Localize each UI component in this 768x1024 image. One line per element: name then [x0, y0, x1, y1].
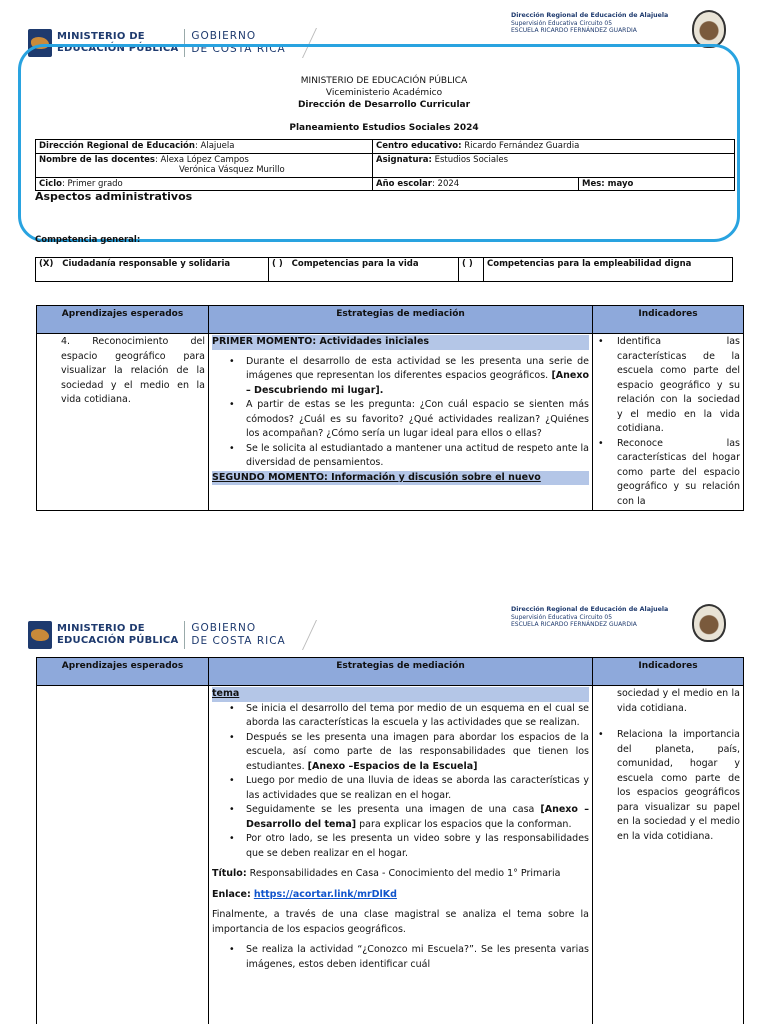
col-indicadores-header: Indicadores [593, 306, 744, 334]
competencia-2 [269, 258, 459, 282]
anexo-ref: [Anexo – Descubriendo mi lugar]. [246, 370, 589, 396]
school-header [511, 12, 668, 35]
video-link: Enlace: https://acortar.link/mrDlKd [212, 888, 397, 900]
planning-table-p2 [36, 657, 744, 1024]
list-item: • Luego por medio de una lluvia de ideas se aborda las características y las actividades que se realizan en el hogar. [212, 774, 589, 803]
list-item: • Después se les presenta una imagen para abordar los espacios de la escuela, así como parte de las responsabilidades que tienen los estudiantes. [Anexo –Espacios de la Escuela] [212, 731, 589, 775]
mep-logo [28, 620, 310, 650]
video-title: Título: Responsabilidades en Casa - Conocimiento del medio 1° Primaria [212, 868, 561, 879]
planning-table-p1 [36, 305, 744, 511]
docente-2: Verónica Vásquez Murillo [179, 165, 285, 175]
col-estrategias-header: Estrategias de mediación [209, 306, 593, 334]
dre-header-line: Dirección Regional de Educación de Alajuela [511, 606, 669, 613]
info-row [36, 140, 735, 154]
logo-divider [184, 621, 185, 649]
finalmente-paragraph: Finalmente, a través de una clase magistral se analiza el tema sobre la importancia de los espacios geográficos. [212, 909, 589, 935]
competencias-table [35, 257, 733, 282]
dre-label: Dirección Regional de Educación [39, 141, 195, 151]
aprendizaje-cell [37, 686, 209, 1024]
ministry-line-1: MINISTERIO DE [57, 31, 145, 42]
list-item: • Se realiza la actividad “¿Conozco mi Escuela?”. Se les presenta varias imágenes, estos deben identificar cuál [212, 943, 589, 972]
competencia-3-mark: ( ) [459, 258, 484, 282]
competencia-2-mark: ( ) [272, 259, 283, 269]
ministry-line-2: EDUCACIÓN PÚBLICA [57, 635, 179, 646]
costa-rica-map-icon [28, 621, 52, 649]
col-indicadores-header: Indicadores [593, 658, 744, 686]
centro-label: Centro educativo: [376, 141, 462, 151]
competencia-2-label: Competencias para la vida [291, 259, 419, 269]
anexo-ref: [Anexo – Desarrollo del tema] [246, 804, 589, 830]
indicador-cont: sociedad y el medio en la vida cotidiana. [617, 688, 740, 714]
indicador-item: • Relaciona la importancia del planeta, país, comunidad, hogar y escuela como parte de los espacios geográficos para visualizar su papel en la sociedad y el medio en la vida cotidiana. [596, 728, 740, 844]
doc-head-line-1: MINISTERIO DE EDUCACIÓN PÚBLICA [300, 76, 468, 86]
list-item: • Se le solicita al estudiantado a mantener una actitud de respeto ante la diversidad de pensamientos. [212, 442, 589, 471]
indicadores-cell [593, 334, 744, 511]
ministry-line-2: EDUCACIÓN PÚBLICA [57, 43, 179, 54]
list-item: • Seguidamente se les presenta una imagen de una casa [Anexo – Desarrollo del tema] para explicar los espacios que la conforman. [212, 803, 589, 832]
anio-value: : 2024 [431, 178, 460, 189]
circuit-header-line: Supervisión Educativa Circuito 05 [511, 19, 613, 27]
school-header-line: ESCUELA RICARDO FERNÁNDEZ GUARDIA [511, 621, 637, 628]
col-aprendizajes-header: Aprendizajes esperados [37, 306, 209, 334]
centro-value: Ricardo Fernández Guardia [461, 141, 580, 151]
col-estrategias-header: Estrategias de mediación [209, 658, 593, 686]
info-table [35, 139, 735, 191]
indicadores-cell [593, 686, 744, 1024]
aprendizaje-cell: 4. Reconocimiento del espacio geográfico para visualizar la relación de la sociedad y el medio en la vida cotidiana. [37, 334, 209, 511]
aspectos-title: Aspectos administrativos [35, 190, 193, 203]
docente-1: : Alexa López Campos [154, 154, 249, 165]
momento-1-list [212, 355, 589, 471]
competencia-title: Competencia general: [35, 235, 141, 245]
plan-title: Planeamiento Estudios Sociales 2024 [289, 123, 479, 133]
competencia-1-mark: (X) [39, 259, 54, 269]
list-item: • A partir de estas se les pregunta: ¿Con cuál espacio se sienten más cómodos? ¿Cuál es su favorito? ¿Qué actividades realizan? ¿Quiénes los acompañan? ¿Cómo sería un lugar ideal para ellos o ellas? [212, 398, 589, 442]
doc-head-line-2: Viceministerio Académico [325, 88, 443, 98]
info-row [36, 177, 735, 191]
momento-2-list [212, 702, 589, 862]
school-badge-icon [692, 604, 726, 642]
info-row [36, 153, 735, 177]
gov-line-1: GOBIERNO [191, 622, 257, 634]
list-item: • Por otro lado, se les presenta un video sobre y las responsabilidades que se deben realizar en el hogar. [212, 832, 589, 861]
school-badge-icon [692, 10, 726, 48]
momento-1-heading: PRIMER MOMENTO: Actividades iniciales [212, 335, 589, 350]
gov-line-2: DE COSTA RICA [191, 43, 286, 55]
competencia-1 [36, 258, 269, 282]
page-2 [0, 600, 768, 1024]
estrategias-cell [209, 686, 593, 1024]
col-aprendizajes-header: Aprendizajes esperados [37, 658, 209, 686]
ciclo-value: : Primer grado [61, 178, 123, 189]
momento-2-heading: SEGUNDO MOMENTO: Información y discusión sobre el nuevo [212, 471, 589, 486]
dre-value: : Alajuela [194, 141, 235, 151]
list-item: • Se inicia el desarrollo del tema por medio de un esquema en el cual se aborda las características la escuela y las actividades que se realizan. [212, 702, 589, 731]
anexo-ref: [Anexo –Espacios de la Escuela] [307, 760, 478, 772]
school-header-line: ESCUELA RICARDO FERNÁNDEZ GUARDIA [511, 27, 637, 34]
estrategias-cell [209, 334, 593, 511]
page-gap [0, 512, 768, 600]
list-item: • Durante el desarrollo de esta actividad se les presenta una serie de imágenes que representan los diferentes espacios geográficos. [Anexo – Descubriendo mi lugar]. [212, 355, 589, 399]
circuit-header-line: Supervisión Educativa Circuito 05 [511, 613, 613, 621]
docentes-label: Nombre de las docentes [39, 154, 155, 165]
competencia-1-label: Ciudadanía responsable y solidaria [62, 259, 231, 269]
video-url-link[interactable]: https://acortar.link/mrDlKd [253, 888, 397, 900]
asignatura-value: Estudios Sociales [431, 154, 509, 165]
ministry-line-1: MINISTERIO DE [57, 623, 145, 634]
gov-line-1: GOBIERNO [191, 30, 257, 42]
indicador-item: • Identifica las características de la escuela como parte del espacio geográfico y su relación con la sociedad y el medio en la vida cotidiana. [596, 335, 740, 437]
gov-line-2: DE COSTA RICA [191, 635, 286, 647]
ciclo-label: Ciclo [39, 178, 62, 189]
indicador-item: • Reconoce las características del hogar como parte del espacio geográfico y su relación con la [596, 437, 740, 510]
asignatura-label: Asignatura: [376, 154, 432, 165]
dre-header-line: Dirección Regional de Educación de Alajuela [511, 12, 669, 19]
school-header [511, 606, 668, 629]
doc-head-line-3: Dirección de Desarrollo Curricular [297, 100, 471, 110]
anio-label: Año escolar [376, 178, 432, 189]
momento-2-heading-cont: tema [212, 687, 589, 702]
competencia-3-label: Competencias para la empleabilidad digna [484, 258, 733, 282]
mes-value: Mes: mayo [579, 177, 735, 191]
